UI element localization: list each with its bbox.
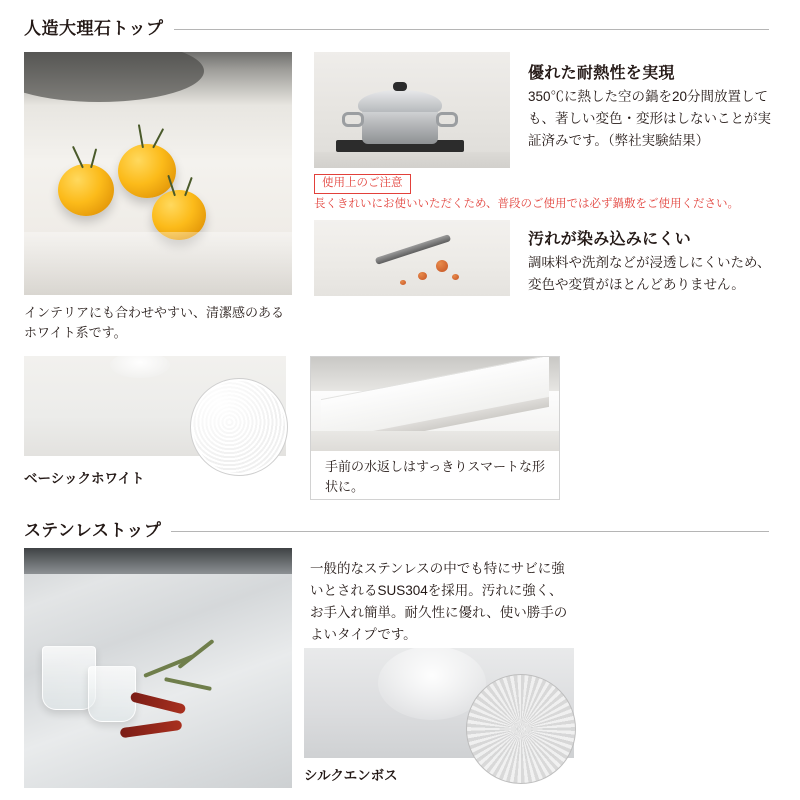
steel-backsplash xyxy=(24,548,292,574)
herb-2 xyxy=(164,677,212,691)
label-silk-emboss: シルクエンボス xyxy=(304,768,398,783)
label-basic-white: ベーシックホワイト xyxy=(24,471,145,486)
section-heading-stainless xyxy=(24,516,769,541)
body-stain-resistance: 調味料や洗剤などが浸透しにくいため、変色や変質がほとんどありません。 xyxy=(528,255,771,292)
section-title-text: 人造大理石トップ xyxy=(24,19,164,38)
body-heat-resistance: 350℃に熱した空の鍋を20分間放置しても、著しい変色・変形はしないことが実証済みです。（弊社実験結果） xyxy=(528,89,771,148)
photo-stainless-top xyxy=(24,548,292,788)
caution-text: 長くきれいにお使いいただくため、普段のご使用では必ず鍋敷をご使用ください。 xyxy=(314,198,740,210)
zoom-circle-basic-white xyxy=(190,378,288,476)
pot-handle-right xyxy=(436,112,458,127)
sauce-drop-3 xyxy=(452,274,459,280)
pot-knob xyxy=(393,82,407,91)
pot-handle-left xyxy=(342,112,364,127)
section-title-text-stainless: ステンレストップ xyxy=(24,521,162,540)
herb-3 xyxy=(177,639,214,669)
body-stainless: 一般的なステンレスの中でも特にサビに強いとされるSUS304を採用。汚れに強く、お手入れ簡単。耐久性に優れ、使い勝手のよいタイプです。 xyxy=(310,561,568,642)
panel-edge-shape xyxy=(310,356,560,500)
glass-2 xyxy=(88,666,136,722)
photo-countertop-tomatoes xyxy=(24,52,292,295)
surface-reflection xyxy=(24,232,292,295)
chili-1 xyxy=(130,691,187,714)
heading-rule-stainless xyxy=(171,531,769,532)
photo-stain-test xyxy=(314,220,510,296)
tomato-1 xyxy=(58,164,114,216)
caption-edge: 手前の水返しはすっきりスマートな形状に。 xyxy=(325,459,545,495)
photo-hot-pot-test xyxy=(314,52,510,168)
sauce-drop-2 xyxy=(418,272,427,280)
heading-heat-resistance: 優れた耐熱性を実現 xyxy=(528,65,675,82)
pan-shape xyxy=(24,52,204,102)
edge-shadow xyxy=(311,431,559,451)
sauce-drop-4 xyxy=(400,280,406,285)
zoom-circle-silk-emboss xyxy=(466,674,576,784)
heading-stain-resistance: 汚れが染み込みにくい xyxy=(528,231,692,248)
photo-edge xyxy=(311,357,559,451)
tomato-2 xyxy=(118,144,176,198)
chili-2 xyxy=(120,720,183,739)
caution-label: 使用上のご注意 xyxy=(314,174,411,194)
pot-lid xyxy=(358,90,442,112)
caption-main-photo: インテリアにも合わせやすい、清潔感のあるホワイト系です。 xyxy=(24,305,285,341)
pot-body xyxy=(362,108,438,144)
sauce-drop-1 xyxy=(436,260,448,272)
pot-photo-floor xyxy=(314,152,510,168)
section-heading-artificial-marble xyxy=(24,14,769,39)
white-highlight xyxy=(110,356,170,378)
heading-rule xyxy=(174,29,770,30)
